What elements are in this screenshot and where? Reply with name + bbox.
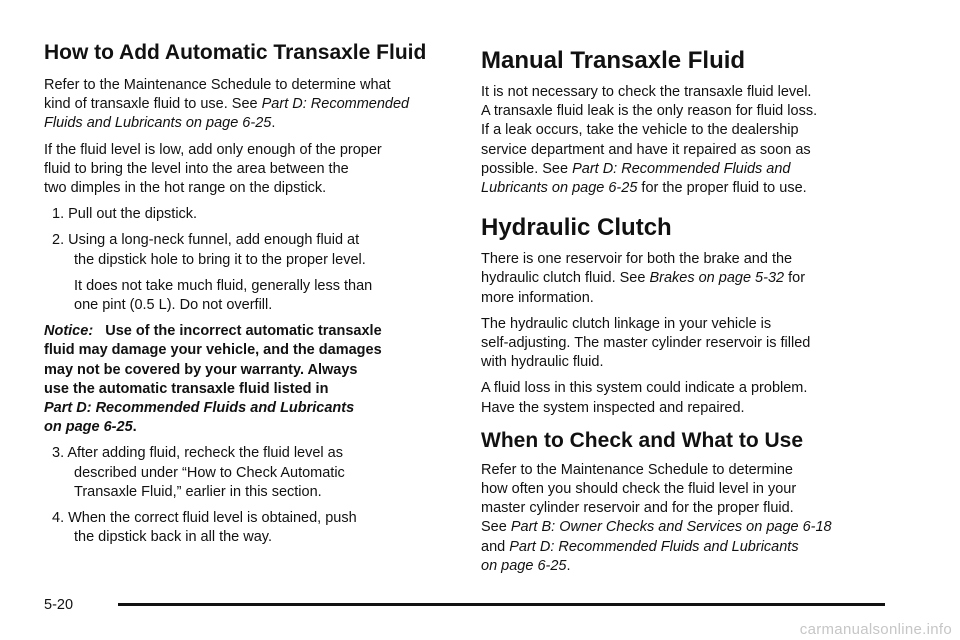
section-heading-add-automatic-transaxle-fluid: How to Add Automatic Transaxle Fluid	[44, 41, 427, 64]
text-line: A fluid loss in this system could indicate a problem.	[481, 380, 808, 397]
cross-reference-link[interactable]: Part D: Recommended Fluids and Lubricants	[44, 400, 355, 417]
text-line: fluid to bring the level into the area between the	[44, 160, 349, 177]
step-2-note	[44, 277, 456, 315]
text-line: service department and have it repaired as soon as	[481, 141, 811, 158]
section-heading-hydraulic-clutch: Hydraulic Clutch	[481, 214, 672, 242]
text-line: the dipstick hole to bring it to the proper level.	[74, 251, 366, 268]
paragraph-linkage	[481, 315, 903, 373]
list-item-step-4	[44, 509, 456, 547]
text-line: A transaxle fluid leak is the only reason for fluid loss.	[481, 103, 818, 120]
paragraph-reservoir	[481, 250, 903, 308]
list-item-step-3	[44, 444, 456, 502]
text-run: and	[481, 538, 510, 555]
text-line: self-adjusting. The master cylinder reservoir is filled	[481, 335, 811, 352]
list-item-step-1	[44, 205, 456, 224]
page-number: 5-20	[44, 597, 74, 613]
paragraph-fluid-loss	[481, 379, 903, 417]
left-column	[44, 40, 456, 554]
right-column	[481, 40, 903, 583]
text-line: use the automatic transaxle fluid listed in	[44, 380, 329, 397]
text-line: 3. After adding fluid, recheck the fluid level as	[52, 445, 343, 462]
text-run: hydraulic clutch fluid. See	[481, 270, 650, 287]
cross-reference-link[interactable]: on page 6-25	[44, 419, 133, 436]
text-line: If the fluid level is low, add only enough of the proper	[44, 141, 382, 158]
cross-reference-link[interactable]: Fluids and Lubricants on page 6-25	[44, 115, 272, 132]
text-run: .	[566, 557, 571, 574]
cross-reference-link[interactable]: Brakes on page 5-32	[649, 270, 785, 287]
text-line: If a leak occurs, take the vehicle to the dealership	[481, 122, 799, 139]
text-line	[481, 538, 903, 557]
text-line	[44, 114, 456, 133]
text-line: with hydraulic fluid.	[481, 354, 604, 371]
paragraph-refer-schedule	[44, 76, 456, 134]
text-line: one pint (0.5 L). Do not overfill.	[74, 297, 273, 314]
notice-label: Notice:	[44, 323, 94, 340]
text-line: The hydraulic clutch linkage in your vehicle is	[481, 315, 772, 332]
text-line: 1. Pull out the dipstick.	[52, 206, 198, 223]
cross-reference-link[interactable]: Lubricants on page 6-25	[481, 180, 638, 197]
text-line	[481, 557, 903, 576]
text-line: 4. When the correct fluid level is obtained, push	[52, 510, 357, 527]
text-run: .	[132, 419, 137, 436]
text-line: the dipstick back in all the way.	[74, 529, 272, 546]
cross-reference-link[interactable]: Part D: Recommended Fluids and	[572, 160, 791, 177]
text-run: See	[481, 519, 511, 536]
footer-divider	[118, 603, 885, 606]
text-line: There is one reservoir for both the brake and the	[481, 251, 793, 268]
text-line	[44, 95, 456, 114]
text-run: Use of the incorrect automatic transaxle	[105, 323, 382, 340]
paragraph-when-to-check	[481, 461, 903, 576]
text-line: described under “How to Check Automatic	[74, 464, 345, 481]
cross-reference-link[interactable]: on page 6-25	[481, 557, 567, 574]
text-line: It does not take much fluid, generally less than	[74, 277, 373, 294]
paragraph-manual-transaxle	[481, 83, 903, 198]
paragraph-fluid-low	[44, 141, 456, 199]
text-line: two dimples in the hot range on the dipstick.	[44, 180, 327, 197]
text-run: for the proper fluid to use.	[637, 180, 807, 197]
text-run: kind of transaxle fluid to use. See	[44, 96, 262, 113]
text-line	[481, 160, 903, 179]
text-line: Have the system inspected and repaired.	[481, 399, 745, 416]
watermark: carmanualsonline.info	[799, 621, 952, 638]
text-line	[44, 322, 456, 341]
text-line: may not be covered by your warranty. Always	[44, 361, 358, 378]
text-line: master cylinder reservoir and for the proper fluid.	[481, 500, 794, 517]
text-run: possible. See	[481, 160, 573, 177]
text-line: Transaxle Fluid,” earlier in this section.	[74, 483, 322, 500]
text-line: Refer to the Maintenance Schedule to determine	[481, 461, 793, 478]
text-line	[481, 269, 903, 288]
section-heading-manual-transaxle-fluid: Manual Transaxle Fluid	[481, 47, 746, 74]
text-line: how often you should check the fluid level in your	[481, 481, 797, 498]
cross-reference-link[interactable]: Part B: Owner Checks and Services on page 6-18	[510, 519, 832, 536]
text-line	[481, 179, 903, 198]
cross-reference-link[interactable]: Part D: Recommended	[261, 96, 410, 113]
text-line: Refer to the Maintenance Schedule to determine what	[44, 77, 391, 93]
text-line: It is not necessary to check the transaxle fluid level.	[481, 84, 812, 100]
text-line	[481, 518, 903, 537]
text-line	[44, 418, 456, 437]
text-run: for	[784, 270, 806, 287]
text-line: fluid may damage your vehicle, and the damages	[44, 342, 382, 359]
notice-block	[44, 322, 456, 437]
text-run: .	[271, 115, 276, 132]
subsection-heading-when-to-check: When to Check and What to Use	[481, 428, 804, 452]
text-line: more information.	[481, 289, 594, 306]
list-item-step-2	[44, 231, 456, 269]
cross-reference-link[interactable]: Part D: Recommended Fluids and Lubricants	[509, 538, 799, 555]
text-line: 2. Using a long-neck funnel, add enough fluid at	[52, 232, 360, 249]
